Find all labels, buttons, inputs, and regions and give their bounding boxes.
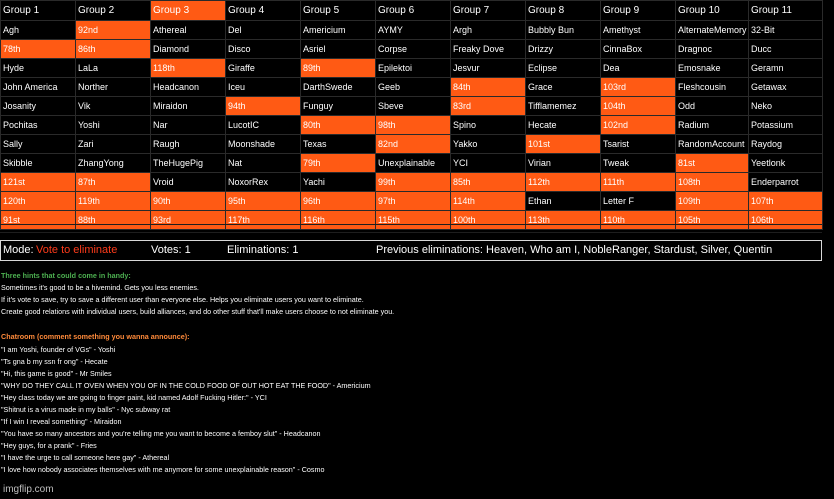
eliminated-cell[interactable]: 112th	[526, 173, 601, 192]
table-row	[1, 97, 823, 116]
group-header[interactable]: Group 1	[1, 1, 76, 21]
player-cell[interactable]: Headcanon	[151, 78, 226, 97]
player-cell[interactable]: Grace	[526, 78, 601, 97]
group-header[interactable]: Group 11	[749, 1, 823, 21]
eliminated-cell[interactable]: 95th	[226, 192, 301, 211]
eliminated-cell[interactable]: 86th	[76, 40, 151, 59]
previous-eliminations: Previous eliminations: Heaven, Who am I, NobleRanger, Stardust, Silver, Quentin	[376, 244, 773, 256]
eliminated-cell[interactable]: 107th	[749, 192, 823, 211]
player-cell[interactable]: Hyde	[1, 59, 76, 78]
player-cell[interactable]: Emosnake	[676, 59, 749, 78]
eliminated-cell[interactable]: 88th	[76, 211, 151, 230]
eliminated-cell[interactable]: 81st	[676, 154, 749, 173]
eliminated-cell[interactable]: 89th	[301, 59, 376, 78]
player-cell[interactable]: Raydog	[749, 135, 823, 154]
eliminated-cell[interactable]: 115th	[376, 211, 451, 230]
chat-message: "If I win I reveal something" - Miraidon	[1, 417, 122, 426]
player-cell[interactable]: Enderparrot	[749, 173, 823, 192]
player-cell[interactable]: Athereal	[151, 21, 226, 40]
eliminated-cell[interactable]: 114th	[451, 192, 526, 211]
group-header[interactable]: Group 5	[301, 1, 376, 21]
player-cell[interactable]: LaLa	[76, 59, 151, 78]
player-cell[interactable]: Radium	[676, 116, 749, 135]
player-cell[interactable]: Odd	[676, 97, 749, 116]
player-cell[interactable]: Asriel	[301, 40, 376, 59]
player-cell[interactable]: Agh	[1, 21, 76, 40]
group-header[interactable]: Group 2	[76, 1, 151, 21]
eliminated-cell[interactable]: 116th	[301, 211, 376, 230]
eliminated-cell[interactable]: 91st	[1, 211, 76, 230]
player-cell[interactable]: Argh	[451, 21, 526, 40]
eliminated-cell[interactable]: 78th	[1, 40, 76, 59]
player-cell[interactable]: John America	[1, 78, 76, 97]
player-cell[interactable]: Nat	[226, 154, 301, 173]
player-cell[interactable]: Spino	[451, 116, 526, 135]
eliminated-cell[interactable]: 90th	[151, 192, 226, 211]
player-cell[interactable]: Giraffe	[226, 59, 301, 78]
player-cell[interactable]: Sally	[1, 135, 76, 154]
player-cell[interactable]: Tsarist	[601, 135, 676, 154]
eliminated-cell[interactable]: 119th	[76, 192, 151, 211]
eliminated-cell[interactable]: 97th	[376, 192, 451, 211]
eliminated-cell[interactable]: 92nd	[76, 21, 151, 40]
eliminated-cell[interactable]: 84th	[451, 78, 526, 97]
player-cell[interactable]: Diamond	[151, 40, 226, 59]
player-cell[interactable]: Drizzy	[526, 40, 601, 59]
hints-title: Three hints that could come in handy:	[1, 271, 131, 280]
eliminated-cell[interactable]: 105th	[676, 211, 749, 230]
eliminated-cell[interactable]: 96th	[301, 192, 376, 211]
chat-message: "I am Yoshi, founder of VGs" - Yoshi	[1, 345, 116, 354]
player-cell[interactable]: TheHugePig	[151, 154, 226, 173]
chat-message: "WHY DO THEY CALL IT OVEN WHEN YOU OF IN THE COLD FOOD OF OUT HOT EAT THE FOOD" - Americium	[1, 381, 371, 390]
table-row	[1, 154, 823, 173]
eliminated-cell[interactable]: 118th	[151, 59, 226, 78]
eliminated-cell[interactable]: 117th	[226, 211, 301, 230]
eliminated-cell[interactable]: 103rd	[601, 78, 676, 97]
hint-line: If it's vote to save, try to save a different user than everyone else. Helps you eliminate users you want to eliminate.	[1, 295, 364, 304]
player-cell[interactable]: YCI	[451, 154, 526, 173]
player-cell[interactable]: AYMY	[376, 21, 451, 40]
player-cell[interactable]: Vroid	[151, 173, 226, 192]
player-cell[interactable]: LucotIC	[226, 116, 301, 135]
player-cell[interactable]: NoxorRex	[226, 173, 301, 192]
chat-message: "Hey class today we are going to finger paint, kid named Adolf Fucking Hitler:" - YCI	[1, 393, 267, 402]
player-cell[interactable]: Sbeve	[376, 97, 451, 116]
player-cell[interactable]: Yachi	[301, 173, 376, 192]
player-cell[interactable]: Tifflamemez	[526, 97, 601, 116]
eliminated-cell[interactable]: 79th	[301, 154, 376, 173]
player-cell[interactable]: Nar	[151, 116, 226, 135]
player-cell[interactable]: Dragnoc	[676, 40, 749, 59]
player-cell[interactable]: ZhangYong	[76, 154, 151, 173]
player-cell[interactable]: Jesvur	[451, 59, 526, 78]
table-row	[1, 59, 823, 78]
player-cell[interactable]: Iceu	[226, 78, 301, 97]
player-cell[interactable]: Getawax	[749, 78, 823, 97]
table-row	[1, 192, 823, 211]
group-header[interactable]: Group 7	[451, 1, 526, 21]
player-cell[interactable]: Epilektoi	[376, 59, 451, 78]
player-cell[interactable]: Norther	[76, 78, 151, 97]
player-cell[interactable]: Yoshi	[76, 116, 151, 135]
eliminated-cell[interactable]: 87th	[76, 173, 151, 192]
player-cell[interactable]: AlternateMemory	[676, 21, 749, 40]
group-header[interactable]: Group 3	[151, 1, 226, 21]
player-cell[interactable]: Skibble	[1, 154, 76, 173]
player-cell[interactable]: Freaky Dove	[451, 40, 526, 59]
table-row	[1, 78, 823, 97]
chat-message: "I love how nobody associates themselves with me anymore for some unexplainable reason" - Cosmo	[1, 465, 325, 474]
player-cell[interactable]: Disco	[226, 40, 301, 59]
chat-message: "You have so many ancestors and you're telling me you want to become a femboy slut" - Headcanon	[1, 429, 321, 438]
player-cell[interactable]: 32-Bit	[749, 21, 823, 40]
player-cell[interactable]: Vik	[76, 97, 151, 116]
player-cell[interactable]: CinnaBox	[601, 40, 676, 59]
player-cell[interactable]: Geramn	[749, 59, 823, 78]
eliminated-cell[interactable]: 108th	[676, 173, 749, 192]
player-cell[interactable]: Zari	[76, 135, 151, 154]
header-row	[1, 1, 823, 21]
player-cell[interactable]: Unexplainable	[376, 154, 451, 173]
chat-message: "I have the urge to call someone here gay" - Athereal	[1, 453, 170, 462]
player-cell[interactable]: RandomAccount	[676, 135, 749, 154]
eliminated-cell[interactable]: 110th	[601, 211, 676, 230]
eliminated-cell[interactable]: 80th	[301, 116, 376, 135]
player-cell[interactable]: Miraidon	[151, 97, 226, 116]
player-cell[interactable]: DarthSwede	[301, 78, 376, 97]
player-cell[interactable]: Virian	[526, 154, 601, 173]
player-cell[interactable]: Ethan	[526, 192, 601, 211]
eliminated-cell[interactable]: 111th	[601, 173, 676, 192]
player-cell[interactable]: Dea	[601, 59, 676, 78]
eliminated-cell[interactable]: 100th	[451, 211, 526, 230]
spreadsheet	[0, 0, 834, 230]
player-cell[interactable]: Tweak	[601, 154, 676, 173]
hint-line: Sometimes it's good to be a hivemind. Gets you less enemies.	[1, 283, 199, 292]
player-cell[interactable]: Moonshade	[226, 135, 301, 154]
chat-message: "Shitnut is a virus made in my balls" - Nyc subway rat	[1, 405, 171, 414]
eliminated-cell[interactable]: 99th	[376, 173, 451, 192]
eliminated-cell[interactable]: 82nd	[376, 135, 451, 154]
player-cell[interactable]: Raugh	[151, 135, 226, 154]
eliminated-cell[interactable]: 106th	[749, 211, 823, 230]
chat-message: "Hi, this game is good" - Mr Smiles	[1, 369, 112, 378]
table-row	[1, 40, 823, 59]
player-cell[interactable]: Yeetlonk	[749, 154, 823, 173]
chat-message: "Ts gna b my ssn fr ong" - Hecate	[1, 357, 108, 366]
table-row	[1, 21, 823, 40]
eliminated-cell[interactable]: 94th	[226, 97, 301, 116]
player-cell[interactable]: Amethyst	[601, 21, 676, 40]
eliminated-cell[interactable]: 109th	[676, 192, 749, 211]
table-row	[1, 116, 823, 135]
table-row	[1, 211, 823, 230]
eliminated-cell[interactable]: 93rd	[151, 211, 226, 230]
eliminated-cell[interactable]: 101st	[526, 135, 601, 154]
player-cell[interactable]: Josanity	[1, 97, 76, 116]
player-cell[interactable]: Geeb	[376, 78, 451, 97]
player-cell[interactable]: Del	[226, 21, 301, 40]
table-row	[1, 135, 823, 154]
mode-value: Vote to eliminate	[36, 244, 118, 256]
player-cell[interactable]: Bubbly Bun	[526, 21, 601, 40]
eliminated-cell[interactable]: 85th	[451, 173, 526, 192]
group-header[interactable]: Group 9	[601, 1, 676, 21]
eliminated-cell[interactable]: 121st	[1, 173, 76, 192]
player-cell[interactable]: Eclipse	[526, 59, 601, 78]
votes-count: Votes: 1	[151, 244, 191, 256]
groups-grid	[0, 0, 823, 230]
player-cell[interactable]: Yakko	[451, 135, 526, 154]
watermark: imgflip.com	[3, 484, 54, 495]
eliminated-cell[interactable]: 83rd	[451, 97, 526, 116]
player-cell[interactable]: Potassium	[749, 116, 823, 135]
table-row	[1, 173, 823, 192]
player-cell[interactable]: Ducc	[749, 40, 823, 59]
player-cell[interactable]: Fleshcousin	[676, 78, 749, 97]
eliminated-cell[interactable]: 104th	[601, 97, 676, 116]
hint-line: Create good relations with individual users, build alliances, and do other stuff that'll make users choose to not eliminate you.	[1, 307, 395, 316]
player-cell[interactable]: Pochitas	[1, 116, 76, 135]
chatroom-title: Chatroom (comment something you wanna announce):	[1, 332, 190, 341]
group-header[interactable]: Group 4	[226, 1, 301, 21]
eliminations-count: Eliminations: 1	[227, 244, 299, 256]
chat-message: "Hey guys, for a prank" - Fries	[1, 441, 97, 450]
player-cell[interactable]: Corpse	[376, 40, 451, 59]
status-bar	[0, 240, 822, 261]
player-cell[interactable]: Hecate	[526, 116, 601, 135]
eliminated-cell[interactable]: 102nd	[601, 116, 676, 135]
group-header[interactable]: Group 10	[676, 1, 749, 21]
player-cell[interactable]: Neko	[749, 97, 823, 116]
player-cell[interactable]: Letter F	[601, 192, 676, 211]
player-cell[interactable]: Americium	[301, 21, 376, 40]
eliminated-cell[interactable]: 120th	[1, 192, 76, 211]
eliminated-cell[interactable]: 98th	[376, 116, 451, 135]
group-header[interactable]: Group 6	[376, 1, 451, 21]
eliminated-cell[interactable]: 113th	[526, 211, 601, 230]
group-header[interactable]: Group 8	[526, 1, 601, 21]
mode-label: Mode:	[3, 244, 34, 256]
player-cell[interactable]: Funguy	[301, 97, 376, 116]
player-cell[interactable]: Texas	[301, 135, 376, 154]
